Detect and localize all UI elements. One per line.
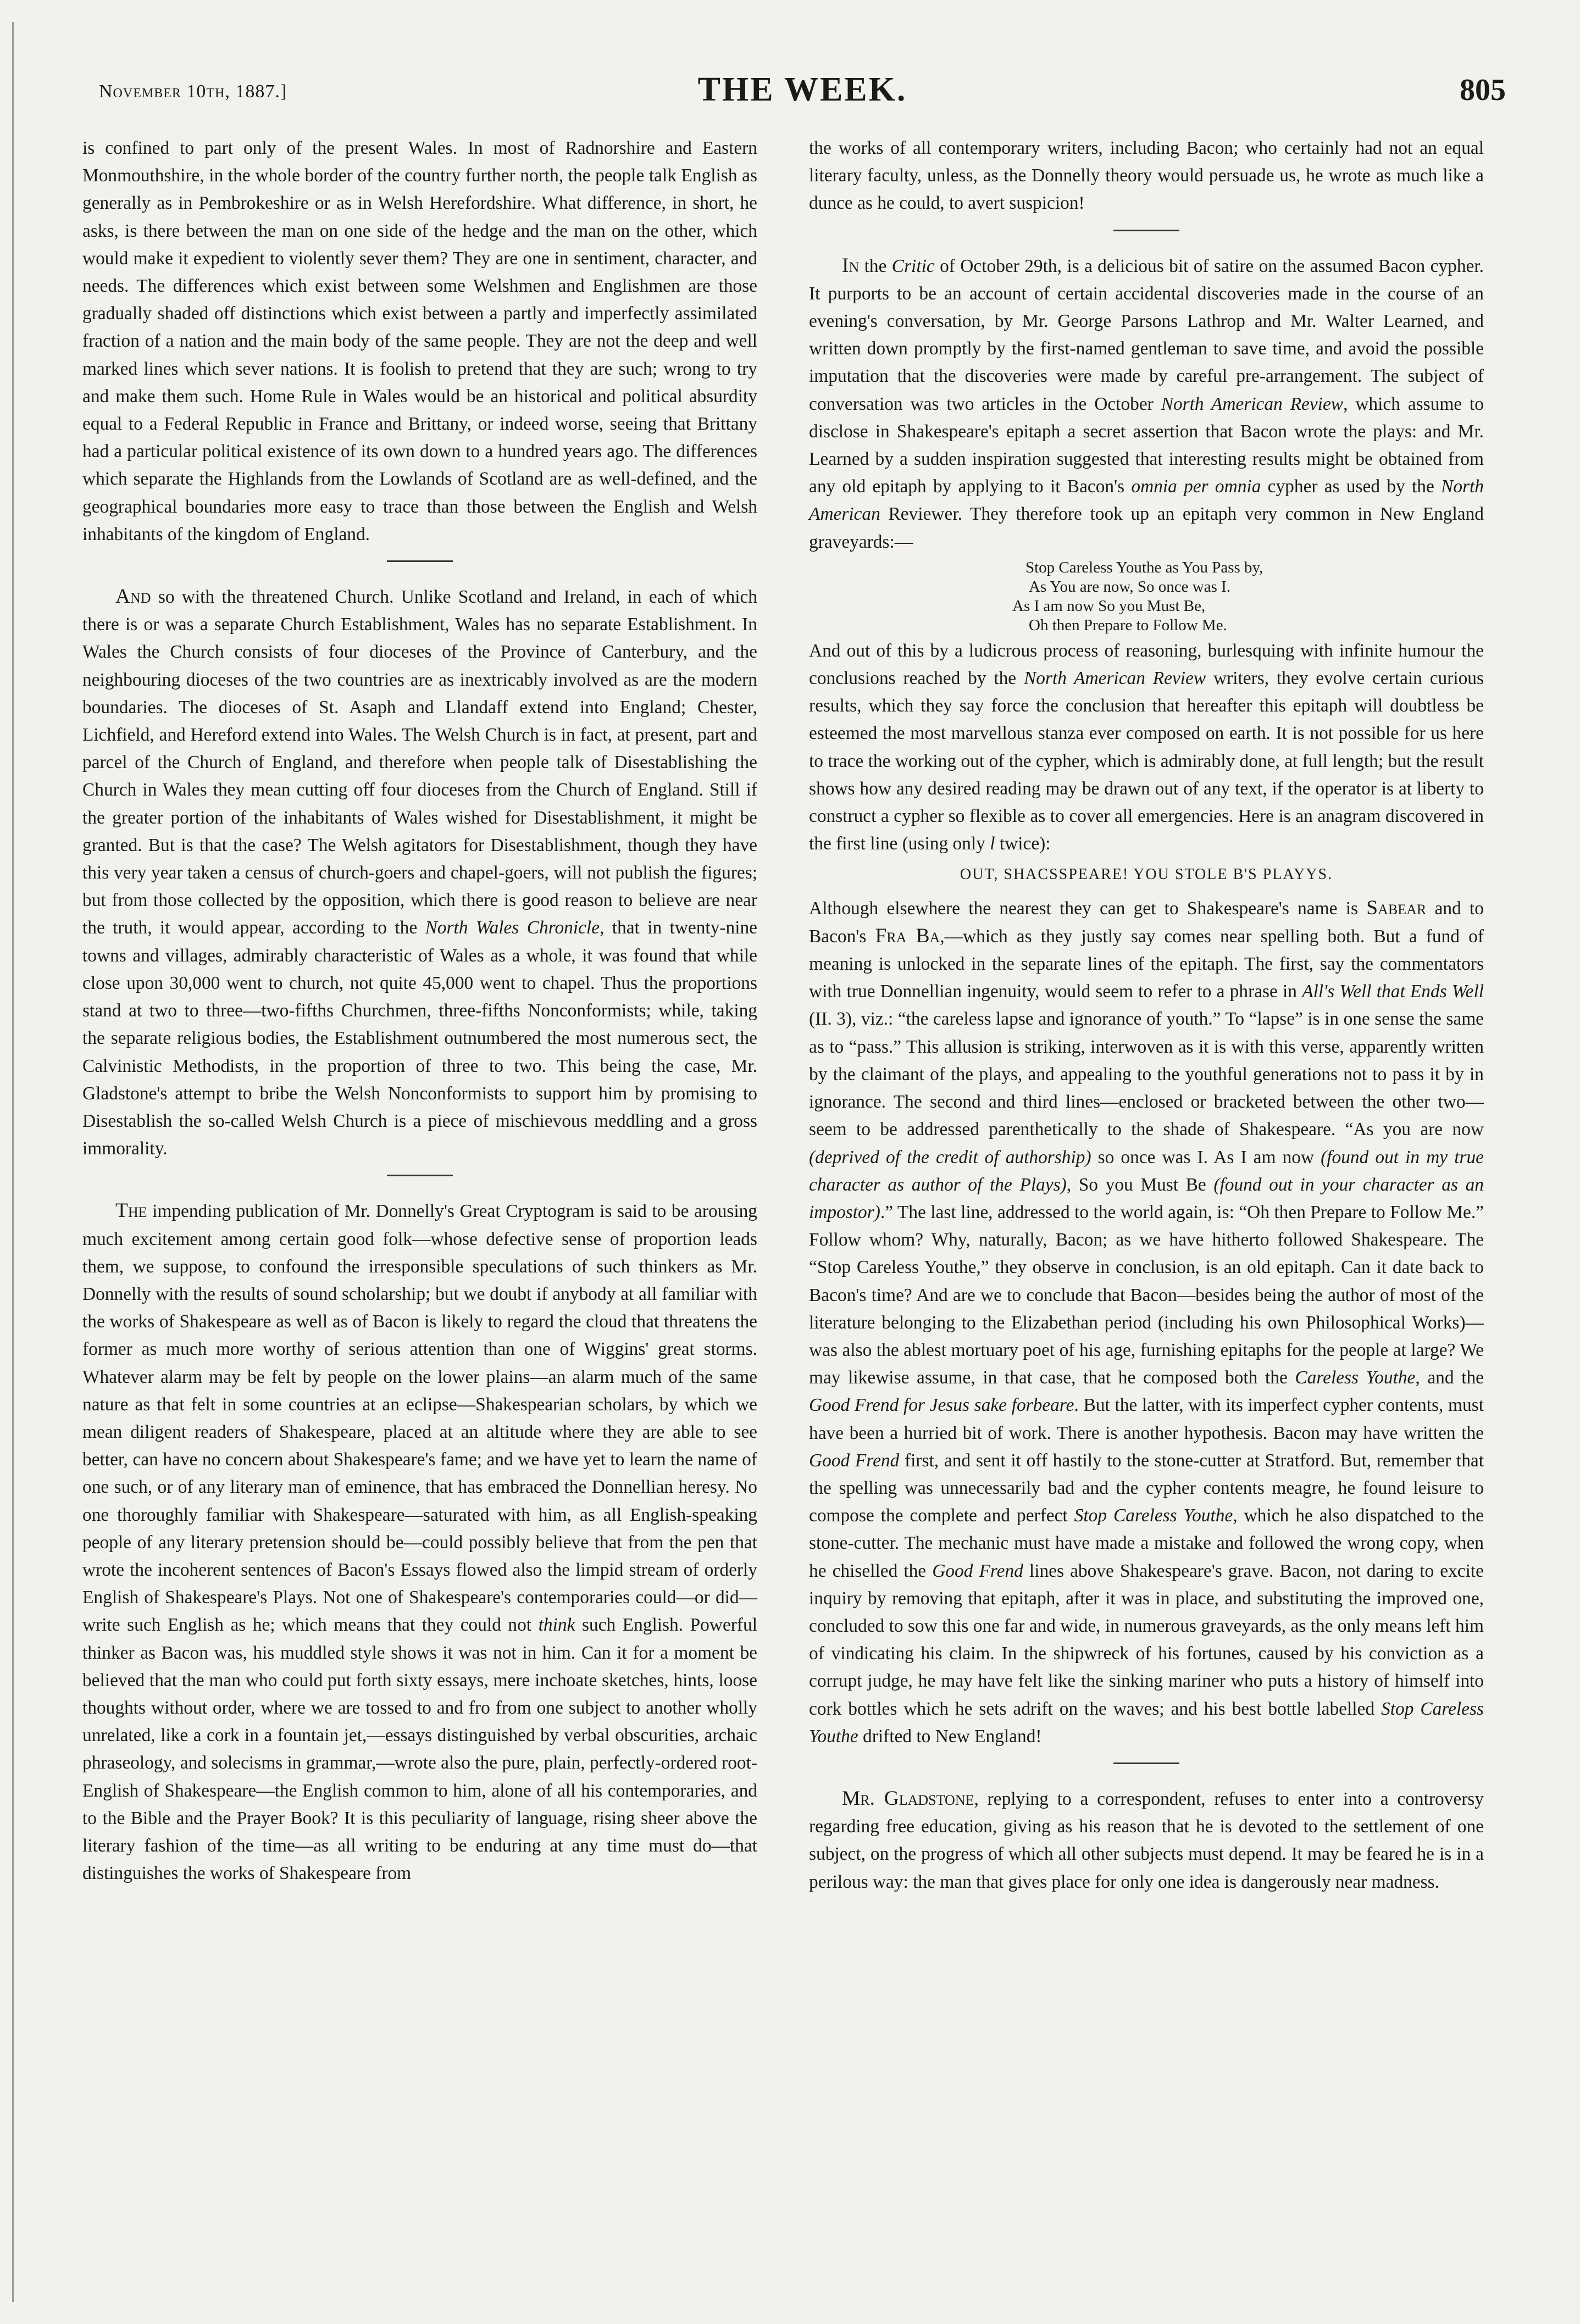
small-caps-run: Sabear xyxy=(1366,896,1427,919)
italic-run: All's Well that Ends Well xyxy=(1302,981,1484,1002)
epitaph-verse xyxy=(809,558,1484,635)
lead-word: Mr. Gladstone xyxy=(842,1787,974,1810)
italic-run: (found out in your character as an impostor) xyxy=(809,1174,1484,1222)
lead-word: In xyxy=(842,254,860,277)
italic-run: North American xyxy=(809,476,1484,525)
text-run: , which assume to disclose in Shakespeare's epitaph a secret assertion that Bacon wrote the plays: and Mr. Learned by a sudden inspiration suggested that interesting results might be obtained from any old epitaph by applying to it Bacon's xyxy=(809,393,1484,497)
italic-run: think xyxy=(538,1615,575,1636)
italic-run: North American Review xyxy=(1023,668,1206,689)
italic-run: North Wales Chronicle xyxy=(425,918,600,938)
lead-word: And xyxy=(115,585,151,608)
article-wales-continued: is confined to part only of the present Wales. In most of Radnorshire and Eastern Monmouthshire, in the whole border of the country further north, the people talk English as generally as in Pembrokeshire or as in Welsh Herefordshire. What difference, in short, he asks, is there between the man on one side of the hedge and the man on the other, which would make it expedient to violently sever them? They are one in sentiment, character, and needs. The differences which exist between some Welshmen and Englishmen are those gradually shaded off distinctions which exist between a partly and imperfectly assimilated fraction of a nation and the main body of the same people. They are not the deep and well marked lines which sever nations. It is foolish to pretend that they are such; wrong to try and make them such. Home Rule in Wales would be an historical and political absurdity equal to a Federal Republic in France and Brittany, or indeed worse, seeing that Brittany had a particular political existence of its own down to a hundred years ago. The differences which separate the Highlands from the Lowlands of Scotland are as well-defined, and the geographical boundaries more easy to trace than those between the English and Welsh inhabitants of the kingdom of England. xyxy=(82,138,757,544)
text-run: lines above Shakespeare's grave. Bacon, not daring to excite inquiry by removing that epitaph, after it was in place, and substituting the improved one, concluded to sow this one far and wide, in numerous graveyards, as the only means left him of vindicating his claim. In the shipwreck of his fortunes, caused by his conviction as a corrupt judge, he may have felt like the sinking mariner who puts a history of himself into cork bottles which he sets adrift on the waves; and his best bottle labelled xyxy=(809,1560,1484,1719)
epitaph-commentary xyxy=(809,894,1484,1750)
text-run: ,—which as they justly say comes near spelling both. But a fund of meaning is unlocked in the separate lines of the epitaph. The first, say the commentators with true Donnellian ingenuity, would seem to refer to a phrase in xyxy=(809,926,1484,1002)
publication-title: THE WEEK. xyxy=(697,71,907,108)
text-run: twice): xyxy=(995,833,1051,854)
small-caps-run: Fra Ba xyxy=(875,924,940,947)
italic-run: (found out in my true character as author of the Plays) xyxy=(809,1147,1484,1195)
text-run: such English. Powerful thinker as Bacon was, his muddled style shows it was not in him. Can it for a moment be believed that the man who could put forth sixty essays, mere inchoate sketches, hints, loose thoughts without order, where we are tossed to and fro from one subject to another wholly unrelated, like a cork in a fountain jet,—essays distinguished by verbal obscurities, archaic phraseology, and solecisms in grammar,—wrote also the pure, plain, perfectly-ordered root-English of Shakespeare—the English common to him, alone of all his contemporaries, and to the Bible and the Prayer Book? It is this peculiarity of language, rising sheer above the literary fashion of the time—as all writing to be enduring at any time must do—that distinguishes the works of Shakespeare from xyxy=(82,1615,757,1884)
italic-run: North American Review xyxy=(1161,393,1344,414)
verse-line: As You are now, So once was I. xyxy=(1029,577,1231,596)
text-run: (II. 3), viz.: “the careless lapse and ignorance of youth.” To “lapse” is in one sense the same as to “pass.” This allusion is striking, interwoven as it is with this verse, apparently written by the claimant of the plays, and appealing to the youthful generations not to pass it by in ignorance. The second and third lines—enclosed or bracketed between the other two—seem to be addressed parenthetically to the shade of Shakespeare. “As you are now xyxy=(809,1009,1484,1140)
text-run: Although elsewhere the nearest they can get to Shakespeare's name is xyxy=(809,898,1367,919)
italic-run: Stop Careless Youthe xyxy=(809,1698,1484,1747)
text-run: first, and sent it off hastily to the stone-cutter at Stratford. But, remember that the spelling was unnecessarily bad and the cypher contents meagre, he found leisure to compose the complete and perfect xyxy=(809,1450,1484,1526)
italic-run: Stop Careless Youthe xyxy=(1074,1505,1233,1526)
text-run: , that in twenty-nine towns and villages, admirably characteristic of Wales as a whole, it was found that while close upon 30,000 went to church, not quite 45,000 went to chapel. Thus the proportions stand at two to three—two-fifths Churchmen, three-fifths Nonconformists; while, taking the separate religious bodies, the Establishment outnumbered the most numerous sect, the Calvinistic Methodists, in the proportion of three to two. This being the case, Mr. Gladstone's attempt to bribe the Welsh Nonconformists to support him by promising to Disestablish the so-called Welsh Church is a piece of mischievous meddling and a gross immorality. xyxy=(82,918,757,1159)
section-divider xyxy=(1113,230,1179,231)
anagram-line: OUT, SHACSSPEARE! YOU STOLE B'S PLAYYS. xyxy=(960,866,1333,883)
article-gladstone xyxy=(809,1785,1484,1896)
text-run: and to Bacon's xyxy=(809,898,1484,947)
lead-word: The xyxy=(115,1199,147,1222)
text-run: cypher as used by the xyxy=(1261,476,1442,497)
verse-line: Stop Careless Youthe as You Pass by, xyxy=(1025,558,1263,576)
text-run: . But the latter, with its imperfect cypher contents, must have been a hurried bit of work. There is another hypothesis. Bacon may have written the xyxy=(809,1395,1484,1443)
italic-run: omnia per omnia xyxy=(1131,476,1261,497)
italic-run: Careless Youthe xyxy=(1295,1367,1416,1388)
text-run: writers, they evolve certain curious results, which they say force the conclusion that hereafter this epitaph will doubtless be esteemed the most marvellous stanza ever composed on earth. It is not possible for us here to trace the working out of the cypher, which is admirably done, at full length; but the result shows how any desired reading may be drawn out of any text, if the operator is at liberty to construct a cypher so flexible as to cover all emergencies. Here is an anagram discovered in the first line (using only xyxy=(809,668,1484,854)
text-run: , So you Must Be xyxy=(1066,1174,1214,1195)
italic-run: Good Frend for Jesus sake forbeare xyxy=(809,1395,1074,1416)
text-run: .” The last line, addressed to the world again, is: “Oh then Prepare to Follow Me.” Follow whom? Why, naturally, Bacon; as we have hitherto followed Shakespeare. The “Stop Careless Youthe,” they observe in conclusion, is an old epitaph. Can it date back to Bacon's time? And are we to conclude that Bacon—besides being the author of most of the literature belonging to the Elizabethan period (including his own Philosophical Works)—was also the ablest mortuary poet of his age, furnishing epitaphs for the people at large? We may likewise assume, in that case, that he composed both the xyxy=(809,1202,1484,1388)
italic-run: Good Frend xyxy=(809,1450,900,1471)
text-run: , which he also dispatched to the stone-cutter. The mechanic must have made a mistake and followed the wrong copy, when he chiselled the xyxy=(809,1505,1484,1581)
italic-run: Critic xyxy=(891,255,935,276)
text-run: the xyxy=(859,255,892,276)
italic-run: Good Frend xyxy=(932,1560,1023,1581)
cypher-reasoning xyxy=(809,637,1484,858)
text-run: Reviewer. They therefore took up an epitaph very common in New England graveyards:— xyxy=(809,504,1484,552)
section-divider xyxy=(1113,1763,1179,1764)
text-run: , replying to a correspondent, refuses to enter into a controversy regarding free education, giving as his reason that he is devoted to the settlement of one subject, on the progress of which all other subjects must depend. It may be feared he is in a perilous way: the man that gives place for only one idea is dangerously near madness. xyxy=(809,1788,1484,1892)
text-run: drifted to New England! xyxy=(858,1726,1042,1747)
text-run: of October 29th, is a delicious bit of satire on the assumed Bacon cypher. It purports to be an account of certain accidental discoveries made in the course of an evening's conversation, by Mr. George Parsons Lathrop and Mr. Walter Learned, and written down promptly by the first-named gentleman to save time, and avoid the possible imputation that the discoveries were made by careful pre-arrangement. The subject of conversation was two articles in the October xyxy=(809,255,1484,414)
section-divider xyxy=(387,1175,453,1176)
text-run: And out of this by a ludicrous process of reasoning, burlesquing with infinite humour the conclusions reached by the xyxy=(809,640,1484,689)
italic-run: (deprived of the credit of authorship) xyxy=(809,1147,1091,1167)
article-welsh-church xyxy=(82,583,757,1163)
text-run: so with the threatened Church. Unlike Scotland and Ireland, in each of which there is or was a separate Church Establishment, Wales has no separate Establishment. In Wales the Church consists of four dioceses of the Province of Canterbury, and the neighbouring dioceses of the two countries are as inextricably involved as are the modern boundaries. The dioceses of St. Asaph and Llandaff extend into England; Chester, Lichfield, and Hereford extend into Wales. The Welsh Church is in fact, at present, part and parcel of the Church of England, and therefore when people talk of Disestablishing the Church in Wales they mean cutting off four dioceses from the Church of England. Still if the greater portion of the inhabitants of Wales wished for Disestablishment, it might be granted. But is that the case? The Welsh agitators for Disestablishment, though they have this very year taken a census of church-goers and chapel-goers, will not publish the figures; but from those collected by the opposition, which there is good reason to believe are near the truth, it would appear, according to the xyxy=(82,587,757,938)
text-run: so once was I. As I am now xyxy=(1091,1147,1321,1167)
left-column xyxy=(82,135,757,1887)
verse-line: Oh then Prepare to Follow Me. xyxy=(1029,616,1227,634)
right-column xyxy=(809,135,1484,1896)
page-number: 805 xyxy=(1460,73,1506,107)
section-divider xyxy=(387,560,453,562)
binding-edge xyxy=(12,22,14,2302)
article-bacon-cypher xyxy=(809,252,1484,556)
text-run: , and the xyxy=(1415,1367,1484,1388)
text-run: impending publication of Mr. Donnelly's Great Cryptogram is said to be arousing much excitement among certain good folk—whose defective sense of proportion leads them, we suppose, to confound the irresponsible speculations of such thinkers as Mr. Donnelly with the results of sound scholarship; but we doubt if anybody at all familiar with the works of Shakespeare as well as of Bacon is likely to regard the cloud that threatens the former as much more worthy of serious attention than one of Wiggins' great storms. Whatever alarm may be felt by people on the lower plains—an alarm much of the same nature as that felt in some countries at an eclipse—Shakespearian scholars, by which we mean diligent readers of Shakespeare, placed at an altitude where they are able to see better, can have no concern about Shakespeare's fame; and we have yet to learn the name of one such, or of any literary man of eminence, that has embraced the Donnellian heresy. No one thoroughly familiar with Shakespeare—saturated with him, as all English-speaking people of any literary pretension should be—could possibly believe that from the pen that wrote the incoherent sentences of Bacon's Essays flowed also the limpid stream of orderly English of Shakespeare's Plays. Not one of Shakespeare's contemporaries could—or did—write such English as he; which means that they could not xyxy=(82,1201,757,1636)
issue-date: November 10th, 1887.] xyxy=(99,81,287,102)
italic-run: l xyxy=(990,833,995,854)
article-donnelly-continued: the works of all contemporary writers, including Bacon; who certainly had not an equal literary faculty, unless, as the Donnelly theory would persuade us, he wrote as much like a dunce as he could, to avert suspicion! xyxy=(809,138,1484,214)
page-header xyxy=(99,66,1506,126)
article-donnelly-cryptogram xyxy=(82,1197,757,1887)
verse-line: As I am now So you Must Be, xyxy=(1012,597,1206,615)
